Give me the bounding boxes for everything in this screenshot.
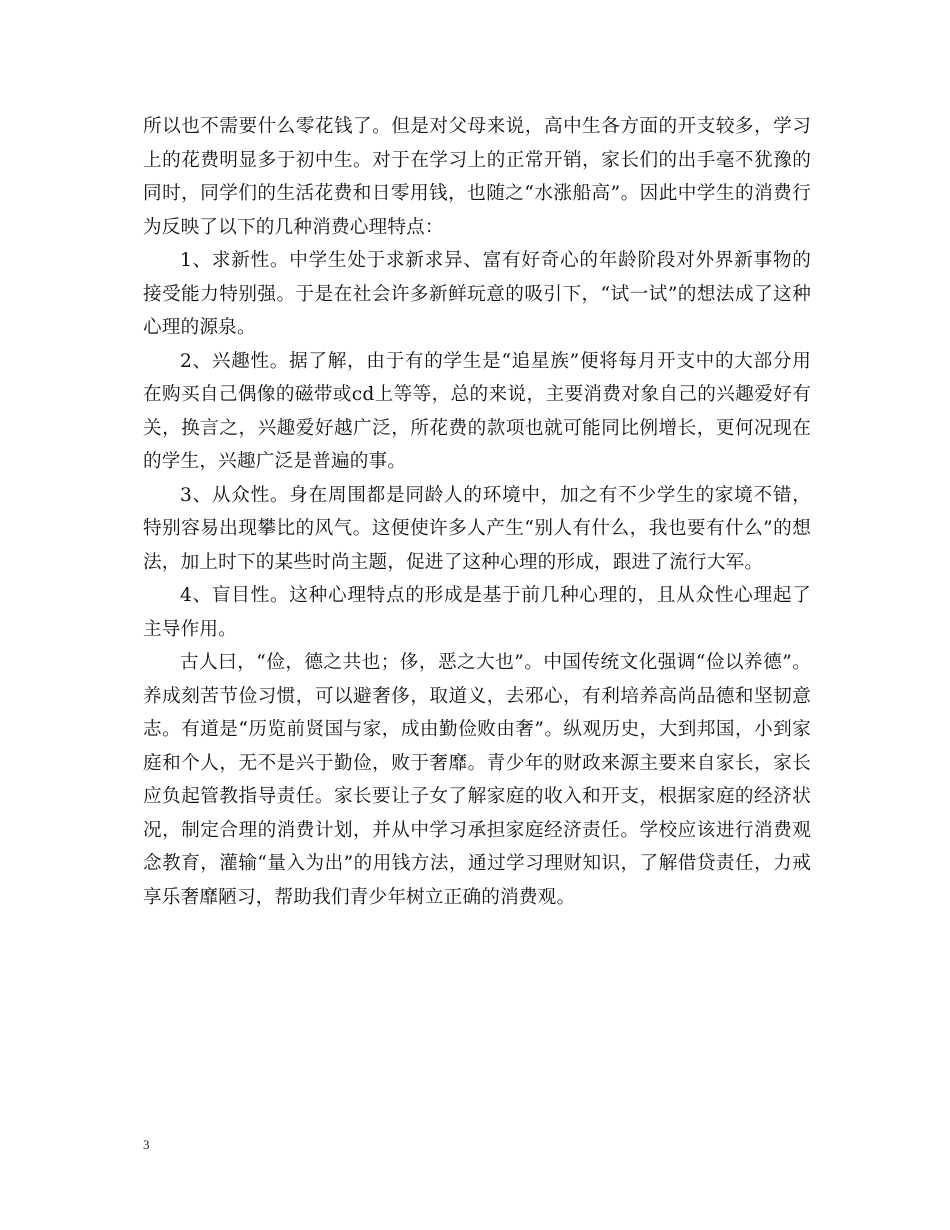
document-body — [143, 110, 811, 914]
paragraph-interest: 2、兴趣性。据了解，由于有的学生是“追星族”便将每月开支中的大部分用在购买自己偶像的磁带或cd上等等，总的来说，主要消费对象自己的兴趣爱好有关，换言之，兴趣爱好越广泛，所花费的款项也就可能同比例增长，更何况现在的学生，兴趣广泛是普遍的事。 — [143, 350, 811, 472]
paragraph-conformity: 3、从众性。身在周围都是同龄人的环境中，加之有不少学生的家境不错，特别容易出现攀比的风气。这便使许多人产生“别人有什么，我也要有什么”的想法，加上时下的某些时尚主题，促进了这种心理的形成，跟进了流行大军。 — [143, 484, 811, 573]
paragraph-conclusion: 古人曰，“俭，德之共也；侈，恶之大也”。中国传统文化强调“俭以养德”。养成刻苦节俭习惯，可以避奢侈，取道义，去邪心，有利培养高尚品德和坚韧意志。有道是“历览前贤国与家，成由勤俭败由奢”。纵观历史，大到邦国，小到家庭和个人，无不是兴于勤俭，败于奢靡。青少年的财政来源主要来自家长，家长应负起管教指导责任。家长要让子女了解家庭的收入和开支，根据家庭的经济状况，制定合理的消费计划，并从中学习承担家庭经济责任。学校应该进行消费观念教育，灌输“量入为出”的用钱方法，通过学习理财知识，了解借贷责任，力戒享乐奢靡陋习，帮助我们青少年树立正确的消费观。 — [143, 652, 811, 908]
page-number: 3 — [143, 1137, 150, 1152]
paragraph-blindness: 4、盲目性。这种心理特点的形成是基于前几种心理的，且从众性心理起了主导作用。 — [143, 585, 811, 640]
paragraph-novelty: 1、求新性。中学生处于求新求异、富有好奇心的年龄阶段对外界新事物的接受能力特别强。于是在社会许多新鲜玩意的吸引下，“试一试”的想法成了这种心理的源泉。 — [143, 250, 811, 338]
paragraph-intro-continuation: 所以也不需要什么零花钱了。但是对父母来说，高中生各方面的开支较多，学习上的花费明显多于初中生。对于在学习上的正常开销，家长们的出手毫不犹豫的同时，同学们的生活花费和日零用钱，也随之“水涨船高”。因此中学生的消费行为反映了以下的几种消费心理特点： — [143, 116, 811, 238]
